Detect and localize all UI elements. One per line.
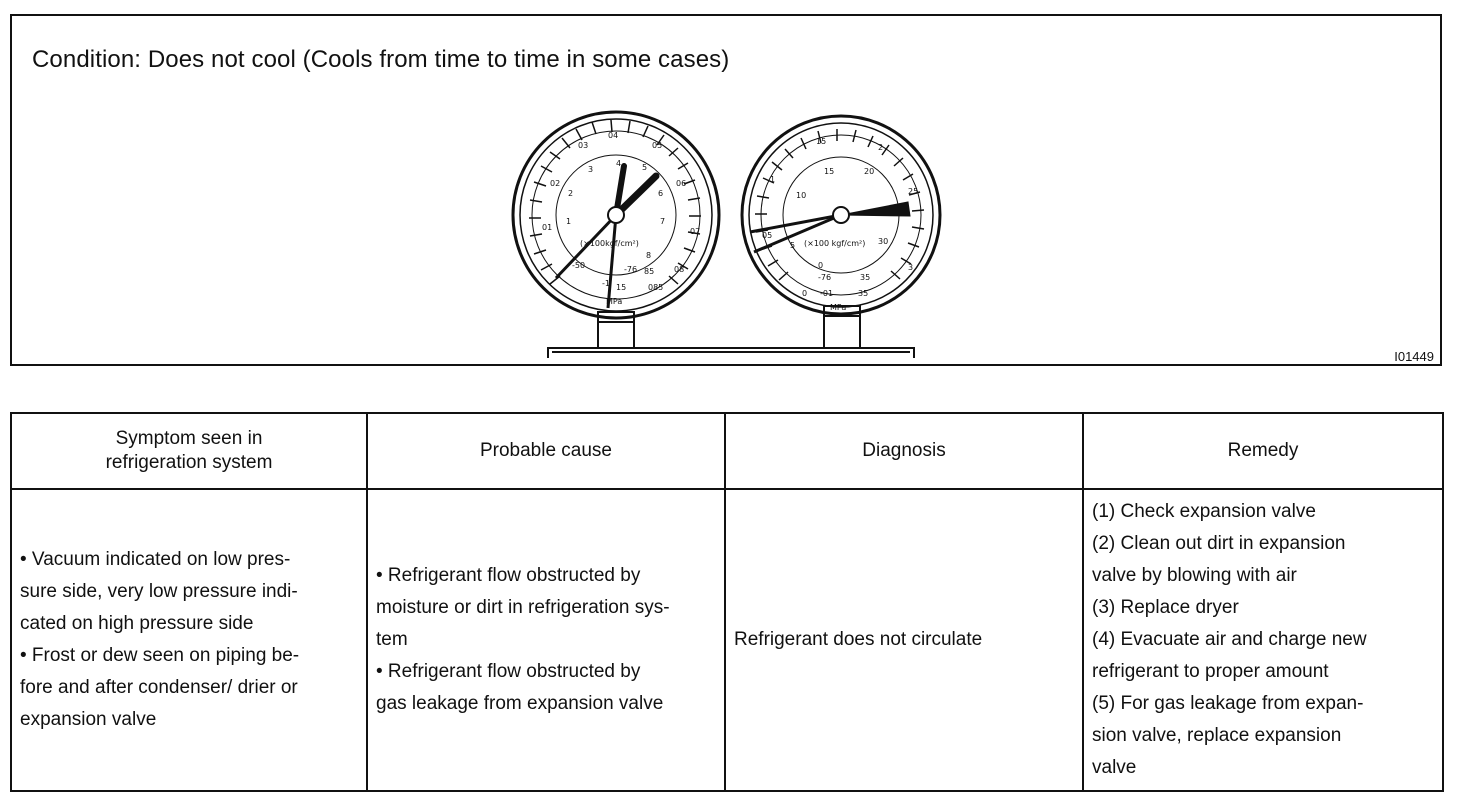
svg-text:3: 3 [908, 263, 914, 272]
svg-text:5: 5 [642, 163, 648, 172]
cell-remedy: (1) Check expansion valve (2) Clean out dirt in expansion valve by blowing with air (3) Replace dryer (4) Evacuate air and charge new refrigerant to proper amount (5) For gas leakage from expan- sion valve, replace expansion valve [1083, 489, 1443, 791]
svg-text:01: 01 [542, 223, 553, 232]
svg-text:MPa: MPa [606, 297, 623, 306]
svg-text:05: 05 [652, 141, 663, 150]
svg-text:7: 7 [660, 217, 666, 226]
cell-symptom: • Vacuum indicated on low pres- sure side, very low pressure indi- cated on high pressure side • Frost or dew seen on piping be- fore and after condenser/ drier or expansion valve [11, 489, 367, 791]
svg-text:02: 02 [550, 179, 561, 188]
svg-text:0: 0 [802, 289, 808, 298]
diagnosis-table [10, 412, 1444, 792]
header-cause: Probable cause [367, 413, 725, 489]
svg-text:0: 0 [818, 261, 824, 270]
condition-panel [10, 14, 1442, 366]
svg-text:5: 5 [790, 241, 796, 250]
svg-text:2: 2 [568, 189, 574, 198]
high-pressure-gauge [742, 116, 940, 314]
svg-text:06: 06 [676, 179, 687, 188]
svg-text:25: 25 [908, 187, 919, 196]
cell-cause: • Refrigerant flow obstructed by moisture or dirt in refrigeration sys- tem • Refrigerant flow obstructed by gas leakage from expansion valve [367, 489, 725, 791]
header-remedy: Remedy [1083, 413, 1443, 489]
svg-text:30: 30 [878, 237, 889, 246]
svg-text:04: 04 [608, 131, 619, 140]
svg-text:10: 10 [796, 191, 807, 200]
table-header-row [11, 413, 1443, 489]
svg-text:(×100kgf/cm²): (×100kgf/cm²) [580, 239, 639, 248]
manifold-gauge-illustration [12, 16, 1440, 364]
svg-text:85: 85 [644, 267, 655, 276]
svg-text:-76: -76 [624, 265, 638, 274]
header-symptom: Symptom seen in refrigeration system [11, 413, 367, 489]
svg-text:2: 2 [878, 143, 884, 152]
svg-text:15: 15 [816, 137, 827, 146]
svg-text:03: 03 [578, 141, 589, 150]
svg-text:1: 1 [566, 217, 572, 226]
svg-text:35: 35 [860, 273, 871, 282]
svg-text:-76: -76 [818, 273, 832, 282]
svg-text:085: 085 [648, 283, 664, 292]
table-row [11, 489, 1443, 791]
condition-title: Condition: Does not cool (Cools from time to time in some cases) [32, 46, 730, 73]
svg-text:35: 35 [858, 289, 869, 298]
svg-text:20: 20 [864, 167, 875, 176]
svg-text:MPa: MPa [830, 303, 847, 312]
svg-text:4: 4 [616, 159, 622, 168]
svg-text:6: 6 [658, 189, 664, 198]
svg-text:(×100 kgf/cm²): (×100 kgf/cm²) [804, 239, 866, 248]
manifold-base [548, 348, 914, 358]
svg-text:3: 3 [588, 165, 594, 174]
svg-text:-50: -50 [572, 261, 586, 270]
header-diagnosis: Diagnosis [725, 413, 1083, 489]
svg-text:08: 08 [674, 265, 685, 274]
svg-text:-01: -01 [820, 289, 834, 298]
svg-text:15: 15 [616, 283, 627, 292]
svg-text:07: 07 [690, 227, 701, 236]
svg-text:05: 05 [762, 231, 773, 240]
svg-text:1: 1 [770, 175, 776, 184]
cell-diagnosis: Refrigerant does not circulate [725, 489, 1083, 791]
svg-text:15: 15 [824, 167, 835, 176]
svg-text:8: 8 [646, 251, 652, 260]
svg-text:-1: -1 [602, 279, 610, 288]
low-pressure-gauge [513, 112, 719, 318]
figure-id: I01449 [1394, 349, 1434, 364]
